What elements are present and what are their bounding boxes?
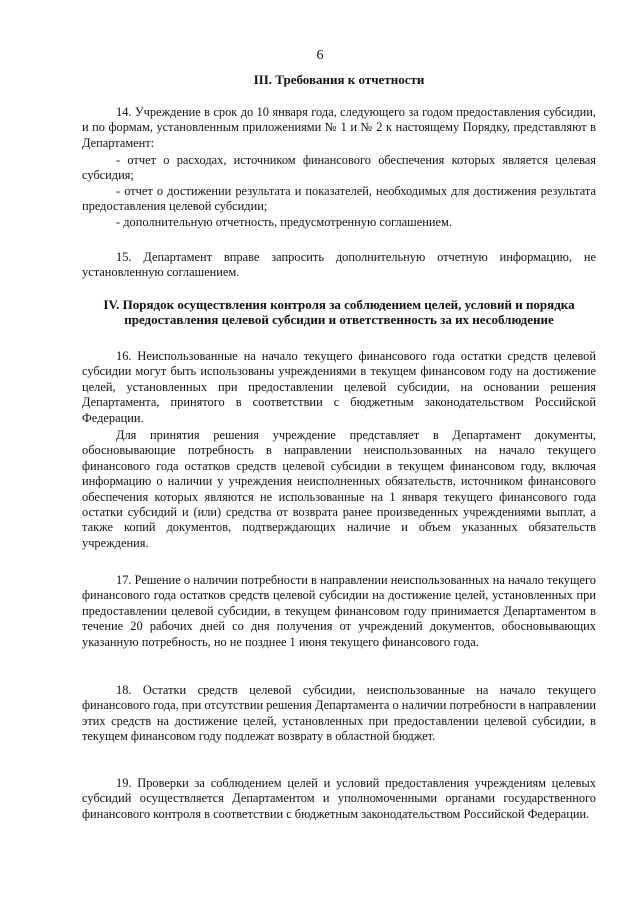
paragraph-17: 17. Решение о наличии потребности в направлении неиспользованных на начало текущего финансового года остатков средств целевой субсидии на достижение целей, установленных при предоставлении целевой субсидии, в текущем финансовом году принимается Департаментом в течение 20 рабочих дней со дня получения от учреждений документов, обосновывающих указанную потребность, но не позднее 1 июня текущего финансового года. [82,573,596,649]
paragraph-15: 15. Департамент вправе запросить дополнительную отчетную информацию, не установленную соглашением. [82,250,596,280]
paragraph-18: 18. Остатки средств целевой субсидии, неиспользованные на начало текущего финансового года, при отсутствии решения Департамента о наличии потребности в направлении этих средств на достижение целей, установленных при предоставлении целевой субсидии, в текущем финансовом году подлежат возврату в областной бюджет. [82,683,596,744]
paragraph-16: 16. Неиспользованные на начало текущего финансового года остатки средств целевой субсидии могут быть использованы учреждениями в текущем финансовом году на достижение целей, установленных при предоставлении целевой субсидии, на основании решения Департамента, принятого в соответствии с бюджетным законодательством Российской Федерации. [82,349,596,425]
paragraph-19: 19. Проверки за соблюдением целей и условий предоставления учреждениям целевых субсидий осуществляется Департаментом и уполномоченными органами государственного финансового контроля в соответствии с бюджетным законодательством Российской Федерации. [82,776,596,821]
page-number: 6 [316,48,324,63]
section-3-heading: III. Требования к отчетности [253,72,425,87]
paragraph-14-item-1: - отчет о расходах, источником финансового обеспечения которых является целевая субсидия; [82,153,596,183]
paragraph-14: 14. Учреждение в срок до 10 января года, следующего за годом предоставления субсидии, и по формам, установленным приложениями № 1 и № 2 к настоящему Порядку, представляют в Департамент: [82,105,596,150]
section-4-heading: IV. Порядок осуществления контроля за соблюдением целей, условий и порядка предоставления целевой субсидии и ответственность за их несоблюдение [103,297,575,328]
paragraph-14-item-3: - дополнительную отчетность, предусмотренную соглашением. [116,215,452,229]
paragraph-14-item-2: - отчет о достижении результата и показателей, необходимых для достижения результата предоставления целевой субсидии; [82,184,596,214]
paragraph-16-continued: Для принятия решения учреждение представляет в Департамент документы, обосновывающие потребность в направлении неиспользованных на начало текущего финансового года остатков средств целевой субсидии в текущем финансовом году, включая информацию о наличии у учреждения неисполненных обязательств, источником финансового обеспечения которых являются не использованные на 1 января текущего финансового года остатки субсидий и (или) средства от возврата ранее произведенных учреждениями выплат, а также копий документов, подтверждающих наличие и объем указанных обязательств учреждения. [82,428,596,550]
